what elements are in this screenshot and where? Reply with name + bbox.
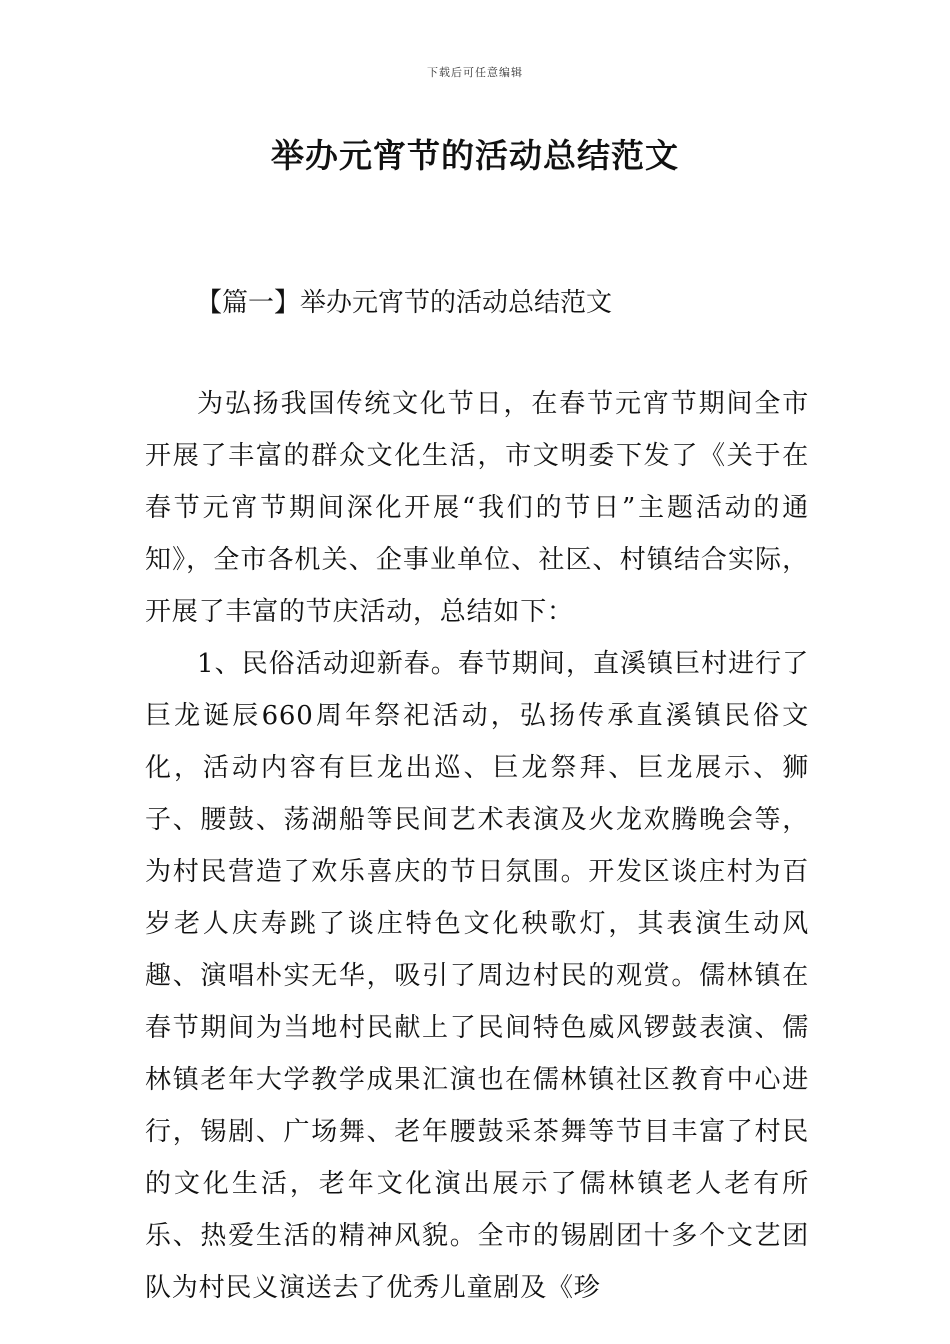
- document-title: 举办元宵节的活动总结范文: [271, 136, 679, 175]
- header-note: 下载后可任意编辑: [427, 66, 523, 79]
- paragraph-item-1: 1、民俗活动迎新春。春节期间，直溪镇巨村进行了巨龙诞辰660周年祭祀活动，弘扬传承直溪镇民俗文化，活动内容有巨龙出巡、巨龙祭拜、巨龙展示、狮子、腰鼓、荡湖船等民间艺术表演及火龙欢腾晚会等，为村民营造了欢乐喜庆的节日氛围。开发区谈庄村为百岁老人庆寿跳了谈庄特色文化秧歌灯，其表演生动风趣、演唱朴实无华，吸引了周边村民的观赏。儒林镇在春节期间为当地村民献上了民间特色威风锣鼓表演、儒林镇老年大学教学成果汇演也在儒林镇社区教育中心进行，锡剧、广场舞、老年腰鼓采茶舞等节目丰富了村民的文化生活，老年文化演出展示了儒林镇老人老有所乐、热爱生活的精神风貌。全市的锡剧团十多个文艺团队为村民义演送去了优秀儿童剧及《珍: [145, 649, 809, 1303]
- document-body: [145, 378, 809, 1314]
- paragraph-intro: 为弘扬我国传统文化节日，在春节元宵节期间全市开展了丰富的群众文化生活，市文明委下发了《关于在春节元宵节期间深化开展“我们的节日”主题活动的通知》，全市各机关、企事业单位、社区、村镇结合实际，开展了丰富的节庆活动，总结如下：: [145, 389, 809, 627]
- section-heading: 【篇一】举办元宵节的活动总结范文: [196, 288, 613, 318]
